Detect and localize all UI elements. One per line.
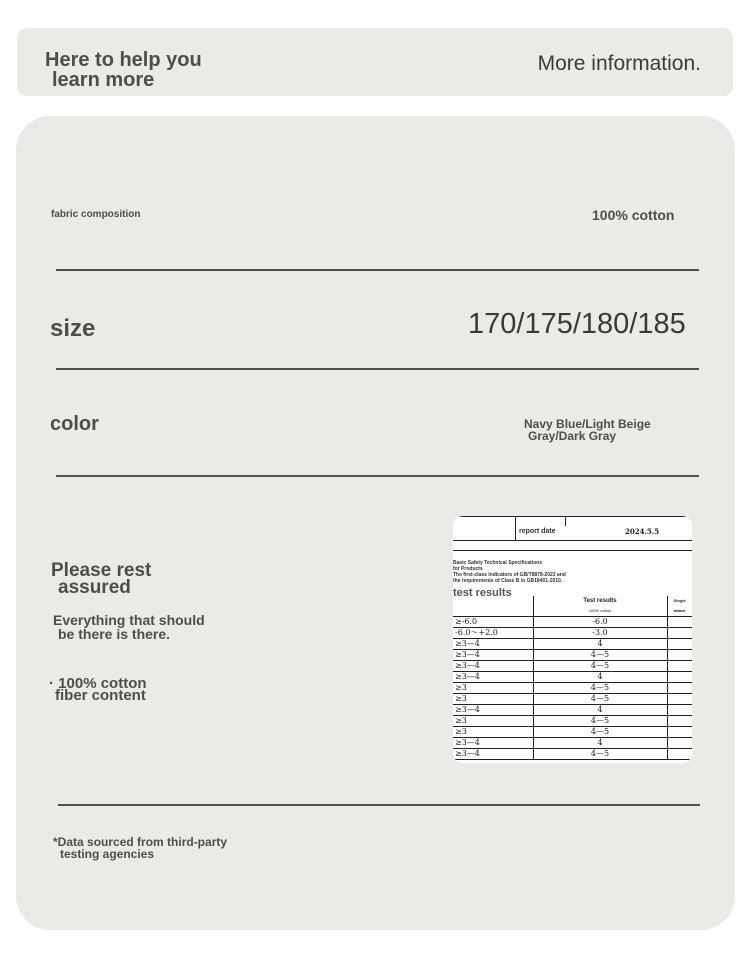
- banner-heading: [45, 50, 202, 90]
- report-table-row: [453, 661, 692, 672]
- color-label: color: [50, 413, 99, 435]
- report-requirement-cell: ≥3—4: [453, 650, 533, 661]
- report-requirement-cell: ≥3—4: [453, 661, 533, 672]
- report-requirement-cell: ≥3—4: [453, 672, 533, 683]
- report-result-cell: 4: [533, 672, 667, 683]
- report-extra-cell: [667, 727, 692, 738]
- report-result-cell: -3.0: [533, 628, 667, 639]
- report-header-cell: [453, 596, 533, 617]
- report-table-row: [453, 672, 692, 683]
- top-banner: [17, 28, 733, 96]
- report-spec-line1: Basic Safety Technical Specifications: [453, 560, 543, 566]
- report-table-row: [453, 683, 692, 694]
- report-spec-line2: for Products: [453, 566, 483, 572]
- report-table-row: [453, 694, 692, 705]
- report-result-cell: 4—5: [533, 716, 667, 727]
- report-table-row: [453, 727, 692, 738]
- report-rule: [453, 516, 692, 517]
- fiber-content-note: [49, 675, 147, 704]
- report-extra-cell: [667, 672, 692, 683]
- report-requirement-cell: ≥-6.0: [453, 617, 533, 628]
- assurance-title: [51, 562, 151, 596]
- footnote-line2: testing agencies: [60, 847, 155, 861]
- report-requirement-cell: ≥3—4: [453, 639, 533, 650]
- report-result-cell: 4—5: [533, 683, 667, 694]
- fiber-content-line2: fiber content: [55, 687, 146, 704]
- report-col-header: Test results: [583, 598, 617, 604]
- assurance-title-line2: assured: [58, 577, 131, 598]
- report-extra-cell: [667, 705, 692, 716]
- report-spec-line4: the requirements of Class B in GB18401-2010.: [453, 578, 563, 584]
- color-value-line2: Gray/Dark Gray: [528, 429, 617, 443]
- report-rule: [565, 516, 566, 526]
- banner-heading-line2: learn more: [52, 69, 155, 91]
- report-table: [453, 596, 692, 760]
- report-result-cell: -6.0: [533, 617, 667, 628]
- banner-heading-line1: Here to help you: [45, 49, 202, 71]
- report-result-cell: 4—5: [533, 661, 667, 672]
- report-table-row: [453, 749, 692, 760]
- report-table-row: [453, 628, 692, 639]
- assurance-subtitle-line1: Everything that should: [53, 612, 205, 628]
- report-extra-cell: [667, 716, 692, 727]
- report-result-cell: 4: [533, 639, 667, 650]
- report-result-cell: 4—5: [533, 727, 667, 738]
- report-table-row: [453, 639, 692, 650]
- divider: [56, 368, 699, 370]
- report-table-header: [453, 596, 692, 617]
- report-requirement-cell: ≥3—4: [453, 705, 533, 716]
- report-col-sub: 100% cotton: [588, 608, 612, 613]
- fabric-composition-value: 100% cotton: [592, 207, 675, 223]
- fabric-composition-label: fabric composition: [51, 209, 141, 220]
- report-extra-cell: [667, 661, 692, 672]
- report-requirement-cell: ≥3: [453, 727, 533, 738]
- report-rule: [453, 540, 692, 541]
- report-requirement-cell: ≥3: [453, 716, 533, 727]
- report-spec-text: [453, 560, 566, 584]
- report-test-results-title: test results: [453, 587, 512, 599]
- report-col3-header: Single attack: [667, 596, 692, 617]
- report-table-row: [453, 738, 692, 749]
- report-extra-cell: [667, 683, 692, 694]
- test-report-image: [453, 516, 692, 763]
- report-result-cell: 4—5: [533, 650, 667, 661]
- report-table-row: [453, 617, 692, 628]
- more-information-link[interactable]: More information.: [537, 52, 701, 75]
- report-date-label: report date: [519, 528, 556, 535]
- report-header-cell: [533, 596, 667, 617]
- report-table-row: [453, 716, 692, 727]
- report-result-cell: 4—5: [533, 694, 667, 705]
- size-label: size: [50, 315, 96, 342]
- footnote: [53, 836, 227, 860]
- product-info-card: [16, 116, 735, 930]
- report-spec-line3: The first-class indicators of GB/T8878-2023 and: [453, 572, 566, 578]
- report-extra-cell: [667, 738, 692, 749]
- divider: [56, 269, 699, 271]
- report-extra-cell: [667, 749, 692, 760]
- report-requirement-cell: ≥3: [453, 694, 533, 705]
- report-extra-cell: [667, 617, 692, 628]
- report-extra-cell: [667, 650, 692, 661]
- report-extra-cell: [667, 639, 692, 650]
- fiber-content-line1: · 100% cotton: [49, 675, 147, 692]
- color-value-line1: Navy Blue/Light Beige: [524, 417, 651, 431]
- color-value: [524, 418, 651, 442]
- size-value: 170/175/180/185: [468, 308, 686, 340]
- report-table-row: [453, 650, 692, 661]
- report-date-value: 2024.5.5: [625, 527, 660, 536]
- divider: [56, 475, 699, 477]
- report-requirement-cell: ≥3—4: [453, 738, 533, 749]
- report-extra-cell: [667, 694, 692, 705]
- assurance-subtitle: [53, 613, 205, 641]
- report-rule: [515, 516, 516, 540]
- report-result-cell: 4: [533, 738, 667, 749]
- footnote-line1: *Data sourced from third-party: [53, 835, 228, 849]
- report-requirement-cell: ≥3: [453, 683, 533, 694]
- report-result-cell: 4: [533, 705, 667, 716]
- report-result-cell: 4—5: [533, 749, 667, 760]
- report-extra-cell: [667, 628, 692, 639]
- assurance-subtitle-line2: be there is there.: [58, 626, 171, 642]
- report-requirement-cell: -6.0～+2.0: [453, 628, 533, 639]
- divider: [58, 804, 700, 806]
- assurance-title-line1: Please rest: [51, 560, 152, 581]
- report-table-row: [453, 705, 692, 716]
- report-requirement-cell: ≥3—4: [453, 749, 533, 760]
- report-rule: [453, 550, 692, 551]
